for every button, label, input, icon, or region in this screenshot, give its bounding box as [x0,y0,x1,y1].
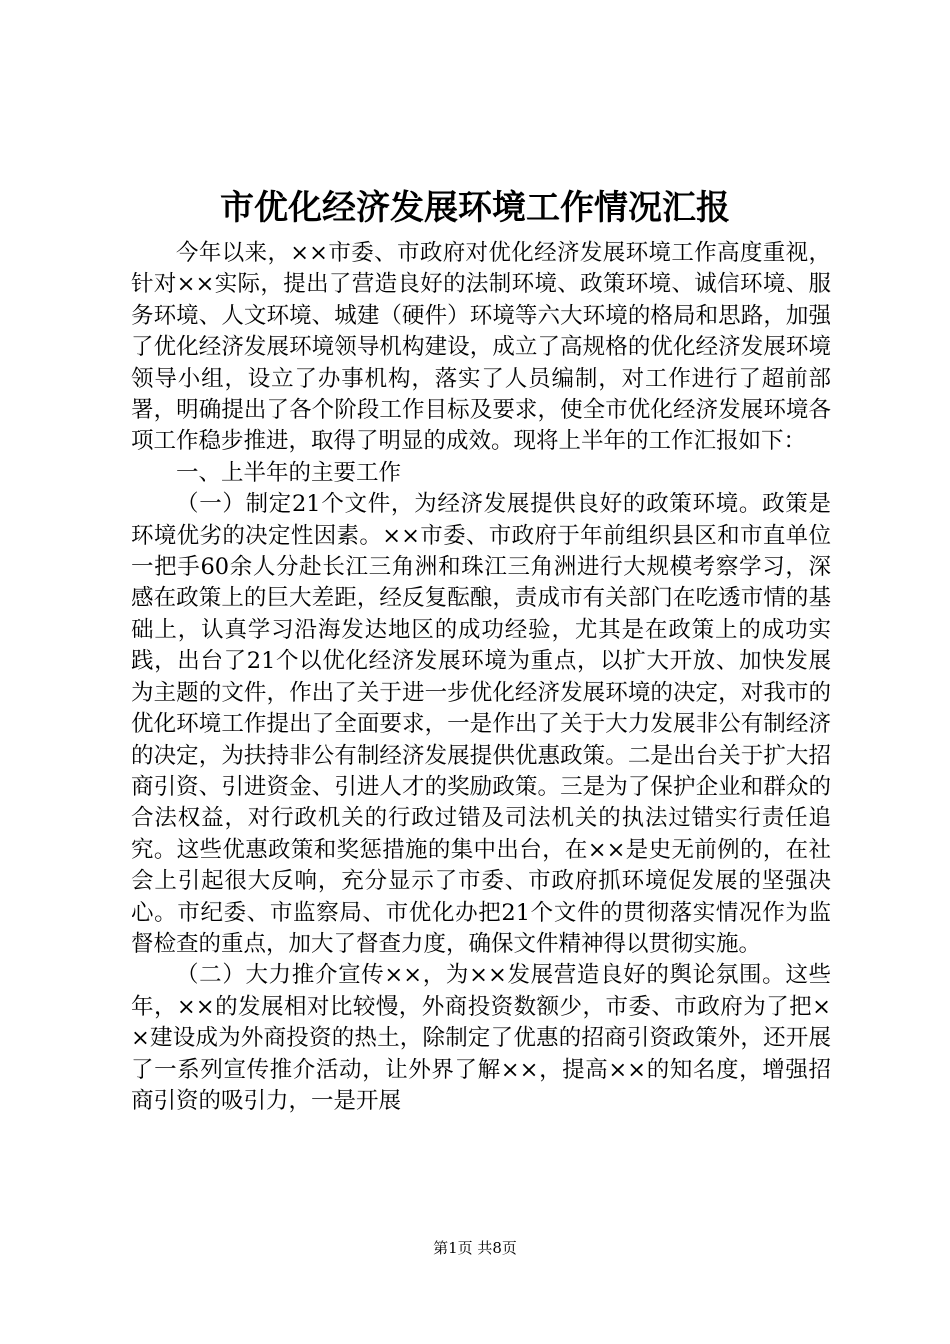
intro-paragraph: 今年以来，××市委、市政府对优化经济发展环境工作高度重视，针对××实际，提出了营造良好的法制环境、政策环境、诚信环境、服务环境、人文环境、城建（硬件）环境等六大环境的格局和思路，加强了优化经济发展环境领导机构建设，成立了高规格的优化经济发展环境领导小组，设立了办事机构，落实了人员编制，对工作进行了超前部署，明确提出了各个阶段工作目标及要求，使全市优化经济发展环境各项工作稳步推进，取得了明显的成效。现将上半年的工作汇报如下： [131,240,831,455]
page-footer: 第1页 共8页 [433,1239,517,1257]
section-heading: 一、上半年的主要工作 [176,459,402,486]
document-title: 市优化经济发展环境工作情况汇报 [220,188,730,228]
subsection-1-paragraph: （一）制定21个文件，为经济发展提供良好的政策环境。政策是环境优劣的决定性因素。××市委、市政府于年前组织县区和市直单位一把手60余人分赴长江三角洲和珠江三角洲进行大规模考察学习，深感在政策上的巨大差距，经反复酝酿，责成市有关部门在吃透市情的基础上，认真学习沿海发达地区的成功经验，尤其是在政策上的成功实践，出台了21个以优化经济发展环境为重点，以扩大开放、加快发展为主题的文件，作出了关于进一步优化经济发展环境的决定，对我市的优化环境工作提出了全面要求，一是作出了关于大力发展非公有制经济的决定，为扶持非公有制经济发展提供优惠政策。二是出台关于扩大招商引资、引进资金、引进人才的奖励政策。三是为了保护企业和群众的合法权益，对行政机关的行政过错及司法机关的执法过错实行责任追究。这些优惠政策和奖惩措施的集中出台，在××是史无前例的，在社会上引起很大反响，充分显示了市委、市政府抓环境促发展的坚强决心。市纪委、市监察局、市优化办把21个文件的贯彻落实情况作为监督检查的重点，加大了督查力度，确保文件精神得以贯彻实施。 [131,491,831,957]
subsection-2-paragraph: （二）大力推介宣传××，为××发展营造良好的舆论氛围。这些年，××的发展相对比较慢，外商投资数额少，市委、市政府为了把××建设成为外商投资的热土，除制定了优惠的招商引资政策外，还开展了一系列宣传推介活动，让外界了解××，提高××的知名度，增强招商引资的吸引力，一是开展 [131,962,831,1114]
document-body [131,238,831,1117]
